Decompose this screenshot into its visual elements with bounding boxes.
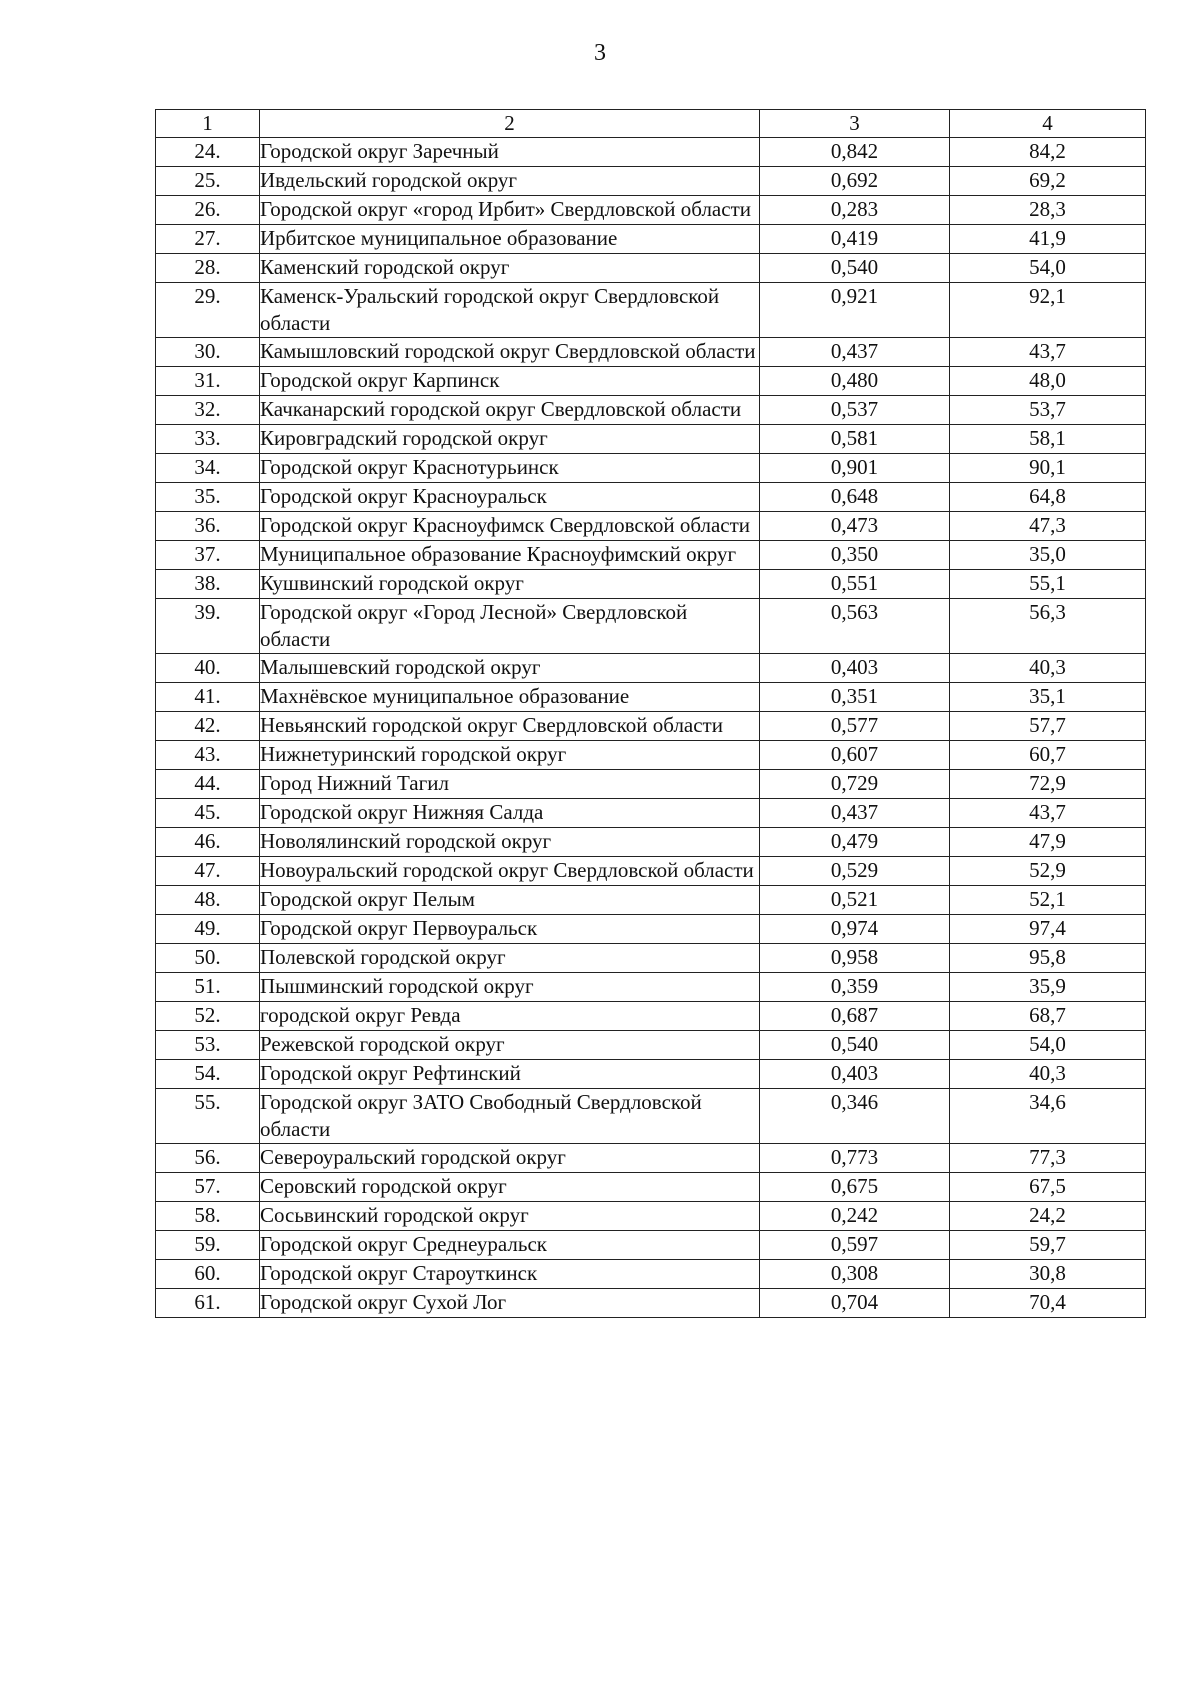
value-col-4: 57,7: [950, 712, 1146, 741]
municipality-name: Махнёвское муниципальное образование: [260, 683, 760, 712]
row-number: 40.: [156, 654, 260, 683]
value-col-4: 52,1: [950, 886, 1146, 915]
row-number: 24.: [156, 138, 260, 167]
value-col-3: 0,283: [760, 196, 950, 225]
municipality-name: Кушвинский городской округ: [260, 570, 760, 599]
value-col-3: 0,437: [760, 799, 950, 828]
municipality-name: Городской округ «Город Лесной» Свердловской области: [260, 599, 760, 654]
municipality-name: Городской округ Нижняя Салда: [260, 799, 760, 828]
header-col-2: 2: [260, 110, 760, 138]
value-col-3: 0,675: [760, 1173, 950, 1202]
value-col-4: 48,0: [950, 367, 1146, 396]
municipality-name: Городской округ «город Ирбит» Свердловской области: [260, 196, 760, 225]
value-col-4: 30,8: [950, 1260, 1146, 1289]
value-col-3: 0,403: [760, 654, 950, 683]
table-header: [156, 110, 1146, 138]
table-row: [156, 396, 1146, 425]
value-col-4: 35,1: [950, 683, 1146, 712]
municipality-name: Городской округ Карпинск: [260, 367, 760, 396]
data-table: [155, 109, 1146, 1318]
municipality-name: Камышловский городской округ Свердловской области: [260, 338, 760, 367]
row-number: 60.: [156, 1260, 260, 1289]
municipality-name: Городской округ Краснотурьинск: [260, 454, 760, 483]
value-col-3: 0,346: [760, 1089, 950, 1144]
table-row: [156, 454, 1146, 483]
value-col-3: 0,648: [760, 483, 950, 512]
value-col-3: 0,974: [760, 915, 950, 944]
row-number: 56.: [156, 1144, 260, 1173]
value-col-4: 52,9: [950, 857, 1146, 886]
municipality-name: Пышминский городской округ: [260, 973, 760, 1002]
table-row: [156, 799, 1146, 828]
value-col-3: 0,704: [760, 1289, 950, 1318]
value-col-3: 0,773: [760, 1144, 950, 1173]
value-col-3: 0,537: [760, 396, 950, 425]
table-row: [156, 886, 1146, 915]
row-number: 57.: [156, 1173, 260, 1202]
value-col-3: 0,581: [760, 425, 950, 454]
municipality-name: Нижнетуринский городской округ: [260, 741, 760, 770]
row-number: 34.: [156, 454, 260, 483]
table-row: [156, 1060, 1146, 1089]
header-col-3: 3: [760, 110, 950, 138]
row-number: 49.: [156, 915, 260, 944]
municipality-name: Муниципальное образование Красноуфимский округ: [260, 541, 760, 570]
value-col-4: 43,7: [950, 799, 1146, 828]
row-number: 29.: [156, 283, 260, 338]
value-col-4: 54,0: [950, 254, 1146, 283]
row-number: 33.: [156, 425, 260, 454]
row-number: 31.: [156, 367, 260, 396]
value-col-3: 0,958: [760, 944, 950, 973]
municipality-name: Каменск-Уральский городской округ Свердловской области: [260, 283, 760, 338]
municipality-name: городской округ Ревда: [260, 1002, 760, 1031]
row-number: 42.: [156, 712, 260, 741]
header-col-1: 1: [156, 110, 260, 138]
value-col-4: 72,9: [950, 770, 1146, 799]
municipality-name: Каменский городской округ: [260, 254, 760, 283]
value-col-4: 47,9: [950, 828, 1146, 857]
value-col-4: 35,9: [950, 973, 1146, 1002]
value-col-3: 0,607: [760, 741, 950, 770]
value-col-3: 0,563: [760, 599, 950, 654]
value-col-3: 0,437: [760, 338, 950, 367]
municipality-name: Сосьвинский городской округ: [260, 1202, 760, 1231]
value-col-3: 0,419: [760, 225, 950, 254]
row-number: 47.: [156, 857, 260, 886]
municipality-name: Город Нижний Тагил: [260, 770, 760, 799]
value-col-3: 0,529: [760, 857, 950, 886]
row-number: 51.: [156, 973, 260, 1002]
municipality-name: Городской округ Староуткинск: [260, 1260, 760, 1289]
table-row: [156, 683, 1146, 712]
table-row: [156, 254, 1146, 283]
municipality-name: Городской округ Заречный: [260, 138, 760, 167]
page-number: 3: [594, 40, 606, 66]
table-row: [156, 1144, 1146, 1173]
row-number: 36.: [156, 512, 260, 541]
value-col-3: 0,597: [760, 1231, 950, 1260]
municipality-name: Полевской городской округ: [260, 944, 760, 973]
header-row: [156, 110, 1146, 138]
value-col-4: 70,4: [950, 1289, 1146, 1318]
value-col-3: 0,540: [760, 1031, 950, 1060]
value-col-3: 0,521: [760, 886, 950, 915]
row-number: 27.: [156, 225, 260, 254]
municipality-name: Городской округ Сухой Лог: [260, 1289, 760, 1318]
table-row: [156, 283, 1146, 338]
table-body: [156, 138, 1146, 1318]
value-col-4: 64,8: [950, 483, 1146, 512]
value-col-3: 0,308: [760, 1260, 950, 1289]
value-col-4: 68,7: [950, 1002, 1146, 1031]
value-col-4: 43,7: [950, 338, 1146, 367]
table-row: [156, 770, 1146, 799]
row-number: 26.: [156, 196, 260, 225]
row-number: 43.: [156, 741, 260, 770]
table-row: [156, 225, 1146, 254]
value-col-4: 54,0: [950, 1031, 1146, 1060]
table-row: [156, 338, 1146, 367]
value-col-4: 95,8: [950, 944, 1146, 973]
table-row: [156, 512, 1146, 541]
municipality-name: Новоуральский городской округ Свердловской области: [260, 857, 760, 886]
row-number: 45.: [156, 799, 260, 828]
value-col-3: 0,729: [760, 770, 950, 799]
municipality-name: Режевской городской округ: [260, 1031, 760, 1060]
municipality-name: Ирбитское муниципальное образование: [260, 225, 760, 254]
row-number: 28.: [156, 254, 260, 283]
table-row: [156, 944, 1146, 973]
table-row: [156, 425, 1146, 454]
row-number: 61.: [156, 1289, 260, 1318]
value-col-4: 35,0: [950, 541, 1146, 570]
table-row: [156, 541, 1146, 570]
value-col-4: 84,2: [950, 138, 1146, 167]
municipality-name: Кировградский городской округ: [260, 425, 760, 454]
table-row: [156, 599, 1146, 654]
row-number: 50.: [156, 944, 260, 973]
table-row: [156, 196, 1146, 225]
value-col-3: 0,350: [760, 541, 950, 570]
municipality-name: Городской округ Красноуфимск Свердловской области: [260, 512, 760, 541]
value-col-4: 28,3: [950, 196, 1146, 225]
table-row: [156, 915, 1146, 944]
row-number: 52.: [156, 1002, 260, 1031]
value-col-4: 40,3: [950, 654, 1146, 683]
value-col-3: 0,551: [760, 570, 950, 599]
table-row: [156, 1089, 1146, 1144]
value-col-4: 97,4: [950, 915, 1146, 944]
value-col-3: 0,473: [760, 512, 950, 541]
table-row: [156, 1031, 1146, 1060]
row-number: 38.: [156, 570, 260, 599]
municipality-name: Городской округ Пелым: [260, 886, 760, 915]
value-col-4: 40,3: [950, 1060, 1146, 1089]
value-col-3: 0,242: [760, 1202, 950, 1231]
value-col-3: 0,921: [760, 283, 950, 338]
municipality-name: Невьянский городской округ Свердловской области: [260, 712, 760, 741]
municipality-name: Городской округ Красноуральск: [260, 483, 760, 512]
row-number: 53.: [156, 1031, 260, 1060]
value-col-4: 90,1: [950, 454, 1146, 483]
value-col-3: 0,403: [760, 1060, 950, 1089]
value-col-4: 67,5: [950, 1173, 1146, 1202]
value-col-3: 0,687: [760, 1002, 950, 1031]
table-row: [156, 138, 1146, 167]
row-number: 32.: [156, 396, 260, 425]
table-row: [156, 1202, 1146, 1231]
table-row: [156, 167, 1146, 196]
row-number: 48.: [156, 886, 260, 915]
value-col-3: 0,479: [760, 828, 950, 857]
row-number: 35.: [156, 483, 260, 512]
value-col-3: 0,692: [760, 167, 950, 196]
row-number: 59.: [156, 1231, 260, 1260]
row-number: 25.: [156, 167, 260, 196]
table-row: [156, 654, 1146, 683]
municipality-name: Малышевский городской округ: [260, 654, 760, 683]
table-row: [156, 973, 1146, 1002]
table-row: [156, 570, 1146, 599]
value-col-3: 0,842: [760, 138, 950, 167]
table-row: [156, 828, 1146, 857]
value-col-3: 0,351: [760, 683, 950, 712]
row-number: 37.: [156, 541, 260, 570]
table-row: [156, 1260, 1146, 1289]
row-number: 58.: [156, 1202, 260, 1231]
municipality-name: Североуральский городской округ: [260, 1144, 760, 1173]
table-row: [156, 1002, 1146, 1031]
municipality-name: Городской округ Первоуральск: [260, 915, 760, 944]
value-col-4: 56,3: [950, 599, 1146, 654]
row-number: 39.: [156, 599, 260, 654]
municipality-name: Ивдельский городской округ: [260, 167, 760, 196]
row-number: 41.: [156, 683, 260, 712]
value-col-3: 0,359: [760, 973, 950, 1002]
municipality-name: Городской округ ЗАТО Свободный Свердловской области: [260, 1089, 760, 1144]
row-number: 54.: [156, 1060, 260, 1089]
table-row: [156, 857, 1146, 886]
value-col-4: 59,7: [950, 1231, 1146, 1260]
row-number: 55.: [156, 1089, 260, 1144]
table-row: [156, 367, 1146, 396]
value-col-4: 60,7: [950, 741, 1146, 770]
value-col-3: 0,577: [760, 712, 950, 741]
table-row: [156, 1289, 1146, 1318]
value-col-4: 77,3: [950, 1144, 1146, 1173]
municipality-name: Серовский городской округ: [260, 1173, 760, 1202]
table-row: [156, 712, 1146, 741]
value-col-4: 47,3: [950, 512, 1146, 541]
municipality-name: Качканарский городской округ Свердловской области: [260, 396, 760, 425]
table-row: [156, 483, 1146, 512]
value-col-4: 34,6: [950, 1089, 1146, 1144]
municipality-name: Новолялинский городской округ: [260, 828, 760, 857]
row-number: 30.: [156, 338, 260, 367]
value-col-4: 41,9: [950, 225, 1146, 254]
value-col-3: 0,480: [760, 367, 950, 396]
value-col-3: 0,540: [760, 254, 950, 283]
value-col-4: 58,1: [950, 425, 1146, 454]
table-row: [156, 1231, 1146, 1260]
value-col-3: 0,901: [760, 454, 950, 483]
value-col-4: 92,1: [950, 283, 1146, 338]
value-col-4: 69,2: [950, 167, 1146, 196]
table-row: [156, 741, 1146, 770]
municipality-name: Городской округ Рефтинский: [260, 1060, 760, 1089]
row-number: 46.: [156, 828, 260, 857]
municipality-name: Городской округ Среднеуральск: [260, 1231, 760, 1260]
table-row: [156, 1173, 1146, 1202]
header-col-4: 4: [950, 110, 1146, 138]
value-col-4: 24,2: [950, 1202, 1146, 1231]
row-number: 44.: [156, 770, 260, 799]
value-col-4: 55,1: [950, 570, 1146, 599]
value-col-4: 53,7: [950, 396, 1146, 425]
